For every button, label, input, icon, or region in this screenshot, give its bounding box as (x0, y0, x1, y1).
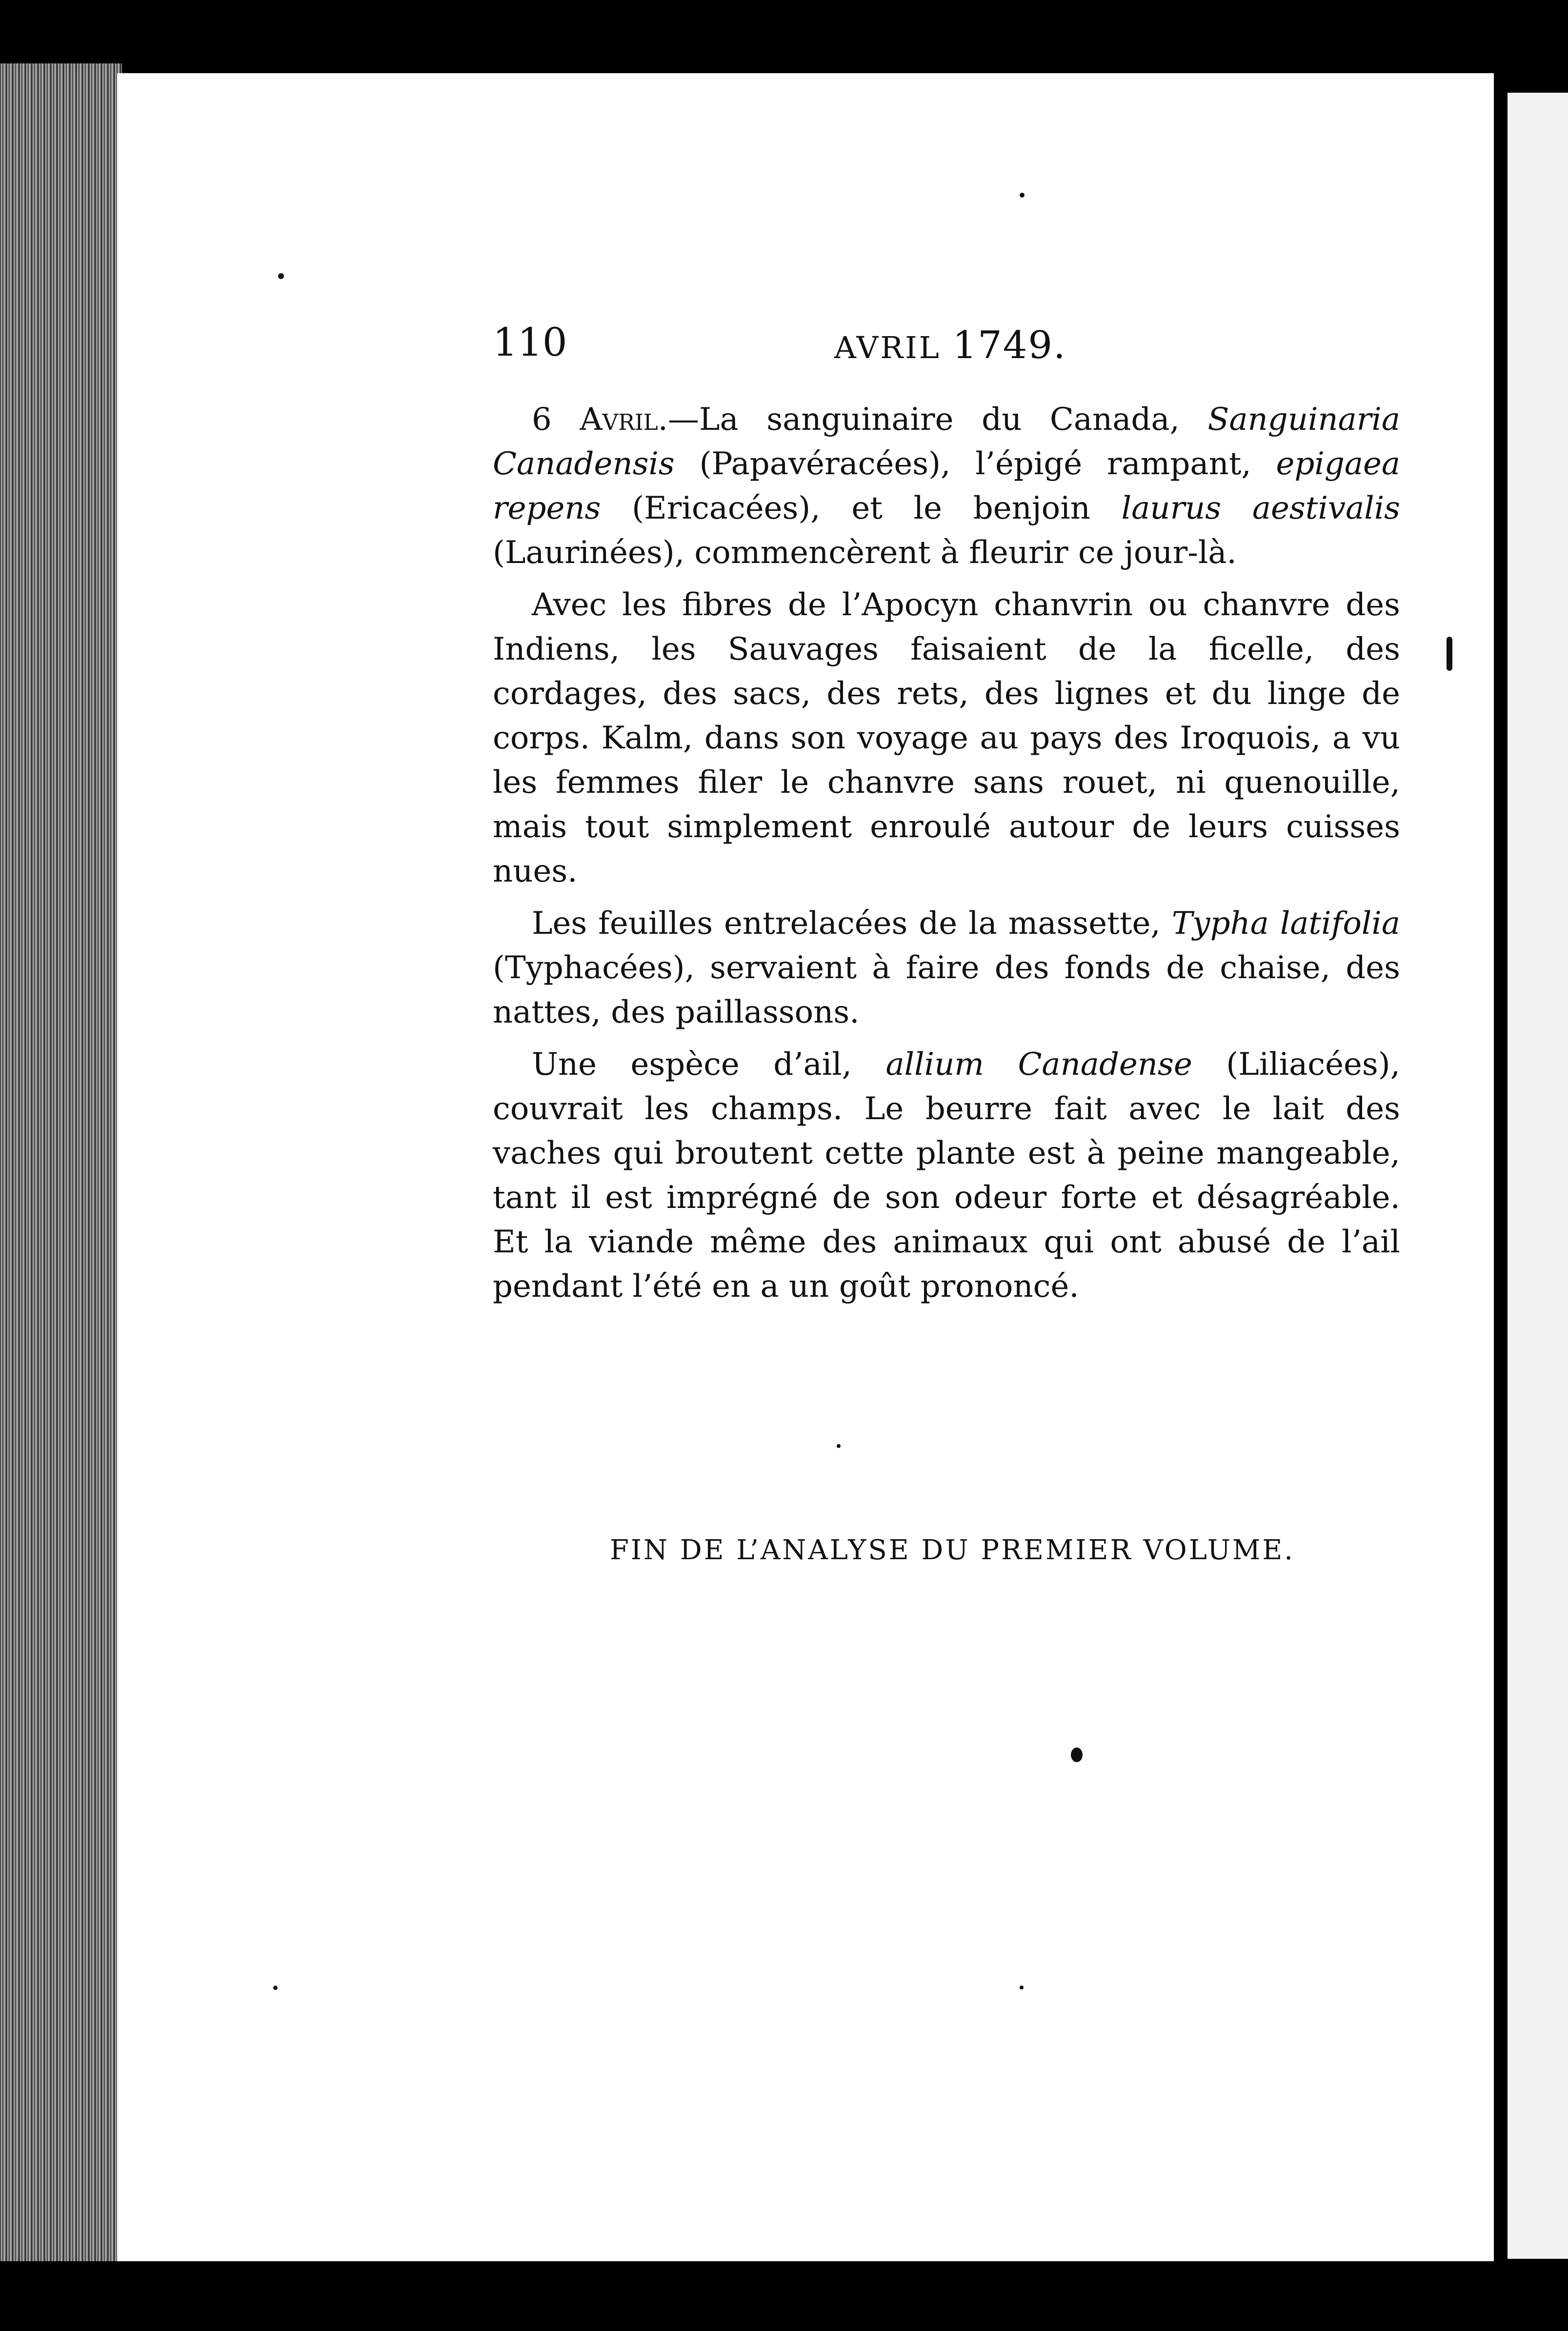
paragraph-apocyn (493, 583, 1400, 894)
ink-speck (1020, 193, 1025, 198)
scan-border-top (0, 0, 1568, 73)
text-run: Avec les fibres de l’Apocyn chanvrin ou chanvre des Indiens, les Sauvages faisaient de la ficelle, des cordages, des sacs, des rets, des lignes et du linge de corps. Kalm, dans son voyage au pays des Iroquois, a vu les femmes filer le chanvre sans rouet, ni quenouille, mais tout simplement enroulé autour de leurs cuisses nues. (493, 587, 1400, 889)
text-run: (Laurinées), commencèrent à fleurir ce jour-là. (493, 535, 1237, 571)
scan-next-page-sliver (1508, 93, 1568, 2259)
latin-name: Typha latifolia (1171, 905, 1401, 942)
paragraph-massette (493, 902, 1400, 1035)
end-of-volume-note: FIN DE L’ANALYSE DU PREMIER VOLUME. (610, 1534, 1295, 1566)
running-head (493, 320, 1288, 373)
text-run: —La sanguinaire du Canada, (667, 402, 1208, 438)
running-title (834, 323, 1066, 367)
text-run: (Typhacées), servaient à faire des fonds de chaise, des nattes, des paillassons. (493, 950, 1400, 1030)
ink-speck (1447, 637, 1452, 671)
latin-name: epigaea repens (493, 446, 1400, 526)
latin-name: Sanguinaria Canadensis (493, 402, 1400, 482)
body-text (493, 398, 1400, 1317)
latin-name: laurus aestivalis (1121, 490, 1400, 526)
text-run: (Ericacées), et le benjoin (601, 490, 1122, 526)
date-number: 6 (532, 402, 580, 438)
page-number: 110 (493, 320, 567, 365)
scan-book-edge-left (0, 63, 122, 2269)
scan-border-bottom (0, 2261, 1568, 2331)
text-run: Les feuilles entrelacées de la massette, (532, 905, 1172, 942)
text-run: (Liliacées), couvrait les champs. Le beurre fait avec le lait des vaches qui broutent cette plante est à peine mangeable, tant il est imprégné de son odeur forte et désagréable. Et la viande même des animaux qui ont abusé de l’ail pendant l’été en a un goût prononcé. (493, 1046, 1401, 1305)
date-month: Avril. (580, 402, 668, 438)
ink-speck (1020, 1986, 1024, 1989)
ink-speck (273, 1986, 278, 1990)
paragraph-6-avril (493, 398, 1400, 575)
text-run: (Papavéracées), l’épigé rampant, (674, 446, 1276, 482)
ink-speck (1071, 1748, 1083, 1762)
running-title-month: AVRIL (834, 330, 941, 365)
ink-speck (837, 1444, 841, 1448)
latin-name: allium Canadense (885, 1046, 1192, 1083)
running-title-year: 1749. (952, 323, 1066, 367)
text-run: Une espèce d’ail, (532, 1046, 886, 1083)
paragraph-ail (493, 1043, 1400, 1309)
ink-speck (278, 273, 284, 279)
